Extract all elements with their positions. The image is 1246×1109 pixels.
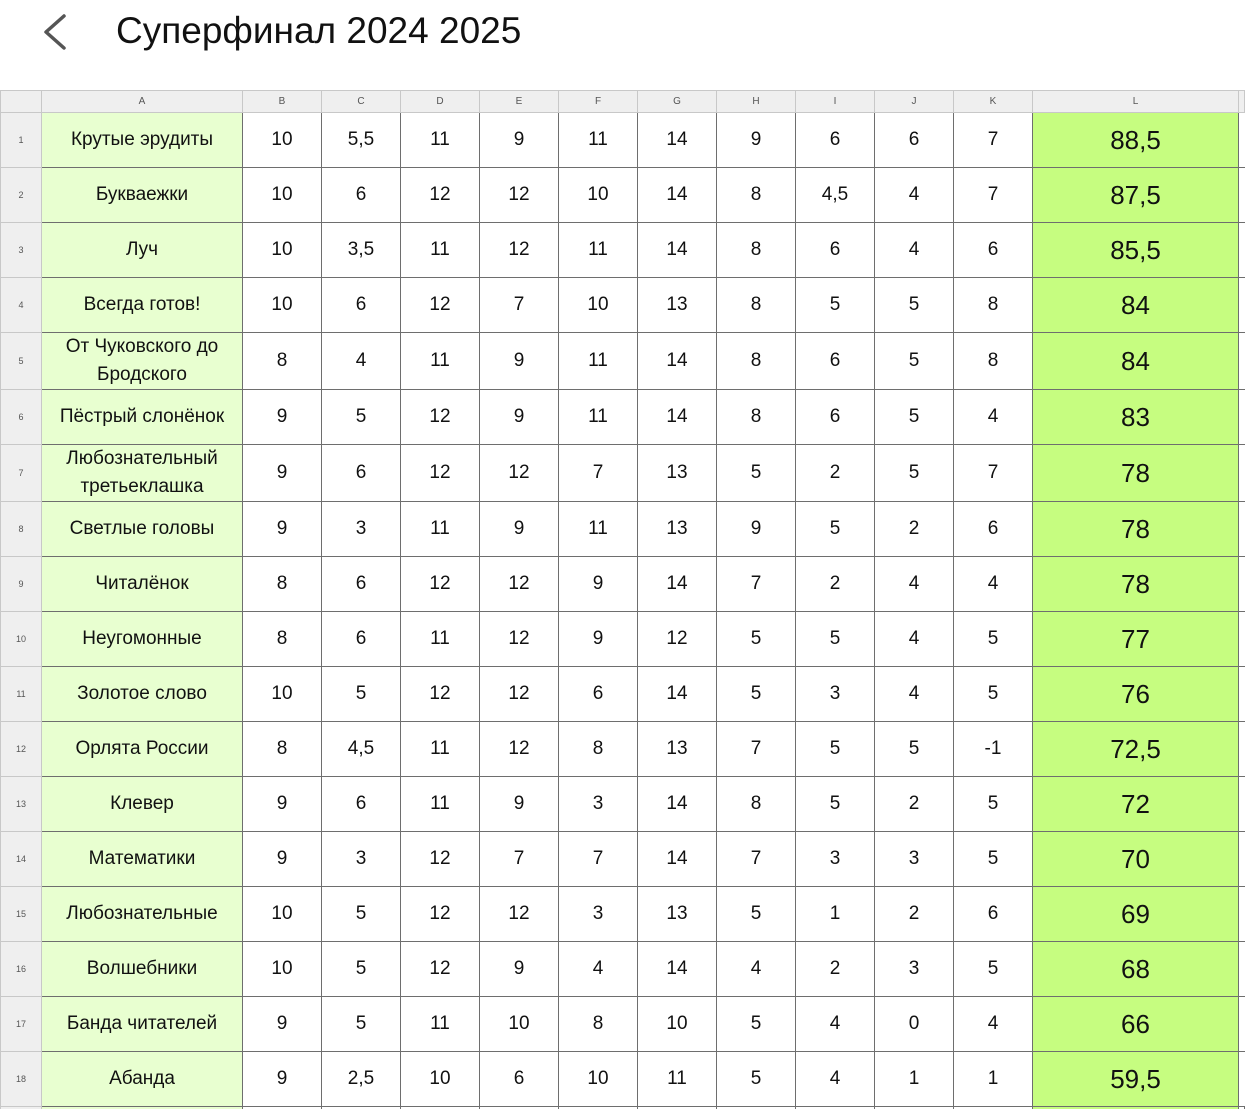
overflow-cell [1239,832,1245,887]
team-name-cell[interactable]: Банда читателей [42,997,243,1052]
score-cell[interactable]: 12 [401,832,480,887]
score-cell[interactable]: 6 [796,223,875,278]
row-number[interactable]: 18 [1,1052,42,1107]
score-cell[interactable]: 6 [954,223,1033,278]
column-header-g[interactable]: G [638,91,717,113]
score-cell[interactable]: 6 [875,113,954,168]
score-cell[interactable]: 6 [796,113,875,168]
score-cell[interactable]: 5 [875,722,954,777]
score-cell[interactable]: 3 [875,832,954,887]
score-cell[interactable]: 13 [638,502,717,557]
table-row [1,168,1245,223]
team-name-cell[interactable]: Клевер [42,777,243,832]
score-cell[interactable]: 5 [954,667,1033,722]
score-cell[interactable]: 2 [875,502,954,557]
score-cell[interactable]: 3 [875,942,954,997]
total-cell[interactable]: 77 [1033,612,1239,667]
score-cell[interactable]: 8 [243,612,322,667]
score-cell[interactable]: 10 [243,667,322,722]
score-cell[interactable]: 2 [875,887,954,942]
score-cell[interactable]: 10 [243,223,322,278]
score-cell[interactable]: 12 [401,390,480,445]
score-cell[interactable]: 8 [717,777,796,832]
total-cell[interactable]: 70 [1033,832,1239,887]
score-cell[interactable]: 5 [875,278,954,333]
score-cell[interactable]: 3 [559,887,638,942]
table-row [1,997,1245,1052]
score-cell[interactable]: 11 [401,612,480,667]
score-cell[interactable]: 1 [796,887,875,942]
score-cell[interactable]: 12 [401,887,480,942]
score-cell[interactable]: 9 [480,502,559,557]
score-cell[interactable]: 3 [559,777,638,832]
score-cell[interactable]: 3,5 [322,223,401,278]
total-cell[interactable]: 78 [1033,502,1239,557]
score-cell[interactable]: 5 [954,832,1033,887]
team-name-cell[interactable]: Волшебники [42,942,243,997]
score-cell[interactable]: 5 [796,502,875,557]
row-number[interactable]: 3 [1,223,42,278]
team-name-cell[interactable]: Золотое слово [42,667,243,722]
table-row [1,1052,1245,1107]
score-cell[interactable]: 7 [954,168,1033,223]
total-cell[interactable]: 83 [1033,390,1239,445]
score-cell[interactable]: 7 [954,113,1033,168]
overflow-cell [1239,722,1245,777]
column-header-overflow [1239,91,1245,113]
score-cell[interactable]: 12 [480,722,559,777]
score-cell[interactable]: 6 [322,168,401,223]
overflow-cell [1239,777,1245,832]
total-cell[interactable]: 72 [1033,777,1239,832]
total-cell[interactable]: 69 [1033,887,1239,942]
score-cell[interactable]: 6 [322,278,401,333]
score-cell[interactable]: 6 [954,887,1033,942]
row-number[interactable]: 5 [1,333,42,390]
score-cell[interactable]: 11 [638,1052,717,1107]
score-cell[interactable]: 13 [638,887,717,942]
score-cell[interactable]: 9 [243,1052,322,1107]
overflow-cell [1239,168,1245,223]
overflow-cell [1239,667,1245,722]
grid-body [1,113,1245,1109]
team-name-cell[interactable]: Любознательный третьеклашка [42,445,243,502]
row-number[interactable]: 15 [1,887,42,942]
column-header-l[interactable]: L [1033,91,1239,113]
score-cell[interactable]: 12 [480,667,559,722]
score-cell[interactable]: 9 [243,390,322,445]
team-name-cell[interactable]: Пёстрый слонёнок [42,390,243,445]
score-cell[interactable]: 6 [322,557,401,612]
score-cell[interactable]: 2 [796,445,875,502]
score-cell[interactable]: 12 [480,887,559,942]
column-header-e[interactable]: E [480,91,559,113]
score-cell[interactable]: 7 [717,832,796,887]
row-number[interactable]: 1 [1,113,42,168]
score-cell[interactable]: 4,5 [796,168,875,223]
score-cell[interactable]: 9 [480,777,559,832]
score-cell[interactable]: 10 [243,168,322,223]
row-number[interactable]: 4 [1,278,42,333]
score-cell[interactable]: 10 [638,997,717,1052]
score-cell[interactable]: 5 [796,278,875,333]
score-cell[interactable]: 14 [638,333,717,390]
score-cell[interactable]: 6 [954,502,1033,557]
total-cell[interactable]: 84 [1033,278,1239,333]
team-name-cell[interactable]: Букваежки [42,168,243,223]
score-cell[interactable]: 3 [796,667,875,722]
score-cell[interactable]: 8 [954,278,1033,333]
team-name-cell[interactable]: Абанда [42,1052,243,1107]
score-cell[interactable]: 5 [717,1052,796,1107]
column-header-a[interactable]: A [42,91,243,113]
team-name-cell[interactable]: Математики [42,832,243,887]
score-cell[interactable]: 14 [638,557,717,612]
overflow-cell [1239,997,1245,1052]
score-cell[interactable]: 5 [796,612,875,667]
score-cell[interactable]: 10 [559,168,638,223]
score-cell[interactable]: 3 [322,832,401,887]
score-cell[interactable]: 14 [638,113,717,168]
total-cell[interactable]: 87,5 [1033,168,1239,223]
total-cell[interactable]: 84 [1033,333,1239,390]
score-cell[interactable]: 4 [875,223,954,278]
score-cell[interactable]: 5 [875,445,954,502]
table-row [1,612,1245,667]
team-name-cell[interactable]: От Чуковского до Бродского [42,333,243,390]
score-cell[interactable]: 12 [401,942,480,997]
score-cell[interactable]: 12 [401,278,480,333]
score-cell[interactable]: 11 [559,502,638,557]
score-cell[interactable]: 9 [243,445,322,502]
score-cell[interactable]: 14 [638,667,717,722]
score-cell[interactable]: 8 [717,168,796,223]
total-cell[interactable]: 76 [1033,667,1239,722]
score-cell[interactable]: 6 [480,1052,559,1107]
score-cell[interactable]: 8 [243,722,322,777]
score-cell[interactable]: 11 [401,333,480,390]
score-cell[interactable]: 5 [322,390,401,445]
overflow-cell [1239,278,1245,333]
row-number[interactable]: 2 [1,168,42,223]
score-cell[interactable]: 3 [322,502,401,557]
total-cell[interactable]: 59,5 [1033,1052,1239,1107]
overflow-cell [1239,942,1245,997]
score-cell[interactable]: 5 [322,667,401,722]
score-cell[interactable]: 12 [638,612,717,667]
table-row [1,333,1245,390]
row-number[interactable]: 9 [1,557,42,612]
score-cell[interactable]: 4 [875,557,954,612]
top-bar [0,0,1246,90]
score-cell[interactable]: 7 [480,832,559,887]
spreadsheet-grid [0,90,1245,1109]
chevron-left-icon [36,10,76,54]
table-row [1,445,1245,502]
score-cell[interactable]: 5 [717,887,796,942]
score-cell[interactable]: 9 [480,942,559,997]
score-cell[interactable]: 11 [401,502,480,557]
overflow-cell [1239,445,1245,502]
score-cell[interactable]: 8 [559,997,638,1052]
score-cell[interactable]: 12 [401,557,480,612]
score-cell[interactable]: 8 [954,333,1033,390]
score-cell[interactable]: 11 [401,777,480,832]
score-cell[interactable]: 10 [243,278,322,333]
score-cell[interactable]: 12 [480,557,559,612]
score-cell[interactable]: 12 [480,445,559,502]
team-name-cell[interactable]: Неугомонные [42,612,243,667]
score-cell[interactable]: 11 [559,333,638,390]
row-number[interactable]: 11 [1,667,42,722]
table-row [1,502,1245,557]
score-cell[interactable]: 4 [796,1052,875,1107]
column-header-c[interactable]: C [322,91,401,113]
score-cell[interactable]: 13 [638,445,717,502]
team-name-cell[interactable]: Читалёнок [42,557,243,612]
column-header-k[interactable]: K [954,91,1033,113]
score-cell[interactable]: 8 [243,557,322,612]
table-row [1,113,1245,168]
score-cell[interactable]: 5 [954,942,1033,997]
column-header-f[interactable]: F [559,91,638,113]
table-row [1,832,1245,887]
column-header-i[interactable]: I [796,91,875,113]
row-number[interactable]: 17 [1,997,42,1052]
score-cell[interactable]: 6 [559,667,638,722]
score-cell[interactable]: 10 [401,1052,480,1107]
team-name-cell[interactable]: Орлята России [42,722,243,777]
team-name-cell[interactable]: Любознательные [42,887,243,942]
row-number[interactable]: 12 [1,722,42,777]
row-number[interactable]: 10 [1,612,42,667]
score-cell[interactable]: 4 [875,612,954,667]
score-cell[interactable]: 12 [480,168,559,223]
overflow-cell [1239,333,1245,390]
total-cell[interactable]: 88,5 [1033,113,1239,168]
score-cell[interactable]: 2,5 [322,1052,401,1107]
score-cell[interactable]: 10 [243,942,322,997]
score-cell[interactable]: 5 [954,777,1033,832]
row-number[interactable]: 13 [1,777,42,832]
row-number[interactable]: 8 [1,502,42,557]
score-cell[interactable]: 5 [954,612,1033,667]
score-cell[interactable]: 6 [322,777,401,832]
overflow-cell [1239,390,1245,445]
score-cell[interactable]: 5 [875,390,954,445]
total-cell[interactable]: 78 [1033,445,1239,502]
score-cell[interactable]: 8 [559,722,638,777]
score-cell[interactable]: 5 [796,722,875,777]
score-cell[interactable]: 9 [243,832,322,887]
table-row [1,223,1245,278]
score-cell[interactable]: 12 [401,445,480,502]
score-cell[interactable]: 13 [638,278,717,333]
score-cell[interactable]: 10 [559,278,638,333]
column-header-h[interactable]: H [717,91,796,113]
score-cell[interactable]: 9 [559,612,638,667]
column-header-d[interactable]: D [401,91,480,113]
select-all-corner[interactable] [1,91,42,113]
score-cell[interactable]: 4 [875,667,954,722]
score-cell[interactable]: 12 [401,168,480,223]
score-cell[interactable]: 5 [322,997,401,1052]
score-cell[interactable]: 4,5 [322,722,401,777]
score-cell[interactable]: 14 [638,390,717,445]
score-cell[interactable]: 2 [875,777,954,832]
overflow-cell [1239,887,1245,942]
team-name-cell[interactable]: Луч [42,223,243,278]
score-cell[interactable]: 4 [717,942,796,997]
score-cell[interactable]: 11 [559,223,638,278]
score-cell[interactable]: 14 [638,168,717,223]
score-cell[interactable]: 13 [638,722,717,777]
score-cell[interactable]: 9 [559,557,638,612]
score-cell[interactable]: 7 [717,557,796,612]
score-cell[interactable]: -1 [954,722,1033,777]
score-cell[interactable]: 12 [401,667,480,722]
score-cell[interactable]: 8 [243,333,322,390]
score-cell[interactable]: 10 [243,113,322,168]
score-cell[interactable]: 11 [401,997,480,1052]
score-cell[interactable]: 9 [480,390,559,445]
table-row [1,557,1245,612]
score-cell[interactable]: 8 [717,390,796,445]
score-cell[interactable]: 3 [796,832,875,887]
score-cell[interactable]: 1 [875,1052,954,1107]
score-cell[interactable]: 4 [796,997,875,1052]
table-row [1,777,1245,832]
score-cell[interactable]: 6 [796,390,875,445]
score-cell[interactable]: 7 [559,445,638,502]
score-cell[interactable]: 5 [717,667,796,722]
score-cell[interactable]: 5 [717,445,796,502]
score-cell[interactable]: 11 [401,113,480,168]
score-cell[interactable]: 4 [954,390,1033,445]
score-cell[interactable]: 4 [954,557,1033,612]
overflow-cell [1239,612,1245,667]
team-name-cell[interactable]: Светлые головы [42,502,243,557]
score-cell[interactable]: 4 [875,168,954,223]
total-cell[interactable]: 72,5 [1033,722,1239,777]
back-button[interactable] [36,10,76,54]
score-cell[interactable]: 9 [480,333,559,390]
score-cell[interactable]: 10 [480,997,559,1052]
score-cell[interactable]: 11 [401,223,480,278]
score-cell[interactable]: 5 [717,997,796,1052]
table-row [1,942,1245,997]
score-cell[interactable]: 9 [480,113,559,168]
score-cell[interactable]: 7 [559,832,638,887]
score-cell[interactable]: 9 [717,113,796,168]
row-number[interactable]: 14 [1,832,42,887]
column-header-j[interactable]: J [875,91,954,113]
overflow-cell [1239,557,1245,612]
score-cell[interactable]: 9 [243,777,322,832]
score-cell[interactable]: 11 [559,113,638,168]
score-cell[interactable]: 5 [322,887,401,942]
score-cell[interactable]: 5 [796,777,875,832]
score-cell[interactable]: 11 [401,722,480,777]
score-cell[interactable]: 4 [954,997,1033,1052]
score-cell[interactable]: 9 [243,502,322,557]
table-row [1,887,1245,942]
page-title: Суперфинал 2024 2025 [116,10,522,51]
row-number[interactable]: 16 [1,942,42,997]
score-cell[interactable]: 8 [717,278,796,333]
column-header-b[interactable]: B [243,91,322,113]
score-cell[interactable]: 6 [322,445,401,502]
score-cell[interactable]: 8 [717,223,796,278]
score-cell[interactable]: 0 [875,997,954,1052]
table-row [1,667,1245,722]
score-cell[interactable]: 5 [875,333,954,390]
score-cell[interactable]: 4 [559,942,638,997]
score-cell[interactable]: 14 [638,223,717,278]
score-cell[interactable]: 7 [954,445,1033,502]
team-name-cell[interactable]: Крутые эрудиты [42,113,243,168]
score-cell[interactable]: 14 [638,942,717,997]
score-cell[interactable]: 11 [559,390,638,445]
score-cell[interactable]: 9 [717,502,796,557]
total-cell[interactable]: 68 [1033,942,1239,997]
score-cell[interactable]: 9 [243,997,322,1052]
score-cell[interactable]: 4 [322,333,401,390]
team-name-cell[interactable]: Всегда готов! [42,278,243,333]
overflow-cell [1239,223,1245,278]
overflow-cell [1239,1052,1245,1107]
score-cell[interactable]: 10 [559,1052,638,1107]
score-cell[interactable]: 12 [480,223,559,278]
total-cell[interactable]: 85,5 [1033,223,1239,278]
score-cell[interactable]: 5 [322,942,401,997]
score-cell[interactable]: 5,5 [322,113,401,168]
table-row [1,278,1245,333]
score-cell[interactable]: 5 [717,612,796,667]
score-cell[interactable]: 7 [717,722,796,777]
total-cell[interactable]: 78 [1033,557,1239,612]
score-cell[interactable]: 10 [243,887,322,942]
total-cell[interactable]: 66 [1033,997,1239,1052]
row-number[interactable]: 6 [1,390,42,445]
overflow-cell [1239,113,1245,168]
score-cell[interactable]: 6 [322,612,401,667]
score-cell[interactable]: 12 [480,612,559,667]
score-cell[interactable]: 2 [796,557,875,612]
score-cell[interactable]: 1 [954,1052,1033,1107]
score-cell[interactable]: 14 [638,832,717,887]
score-cell[interactable]: 7 [480,278,559,333]
overflow-cell [1239,502,1245,557]
row-number[interactable]: 7 [1,445,42,502]
score-cell[interactable]: 2 [796,942,875,997]
column-header-row [1,91,1245,113]
score-cell[interactable]: 8 [717,333,796,390]
score-cell[interactable]: 14 [638,777,717,832]
table-row [1,722,1245,777]
score-cell[interactable]: 6 [796,333,875,390]
table-row [1,390,1245,445]
